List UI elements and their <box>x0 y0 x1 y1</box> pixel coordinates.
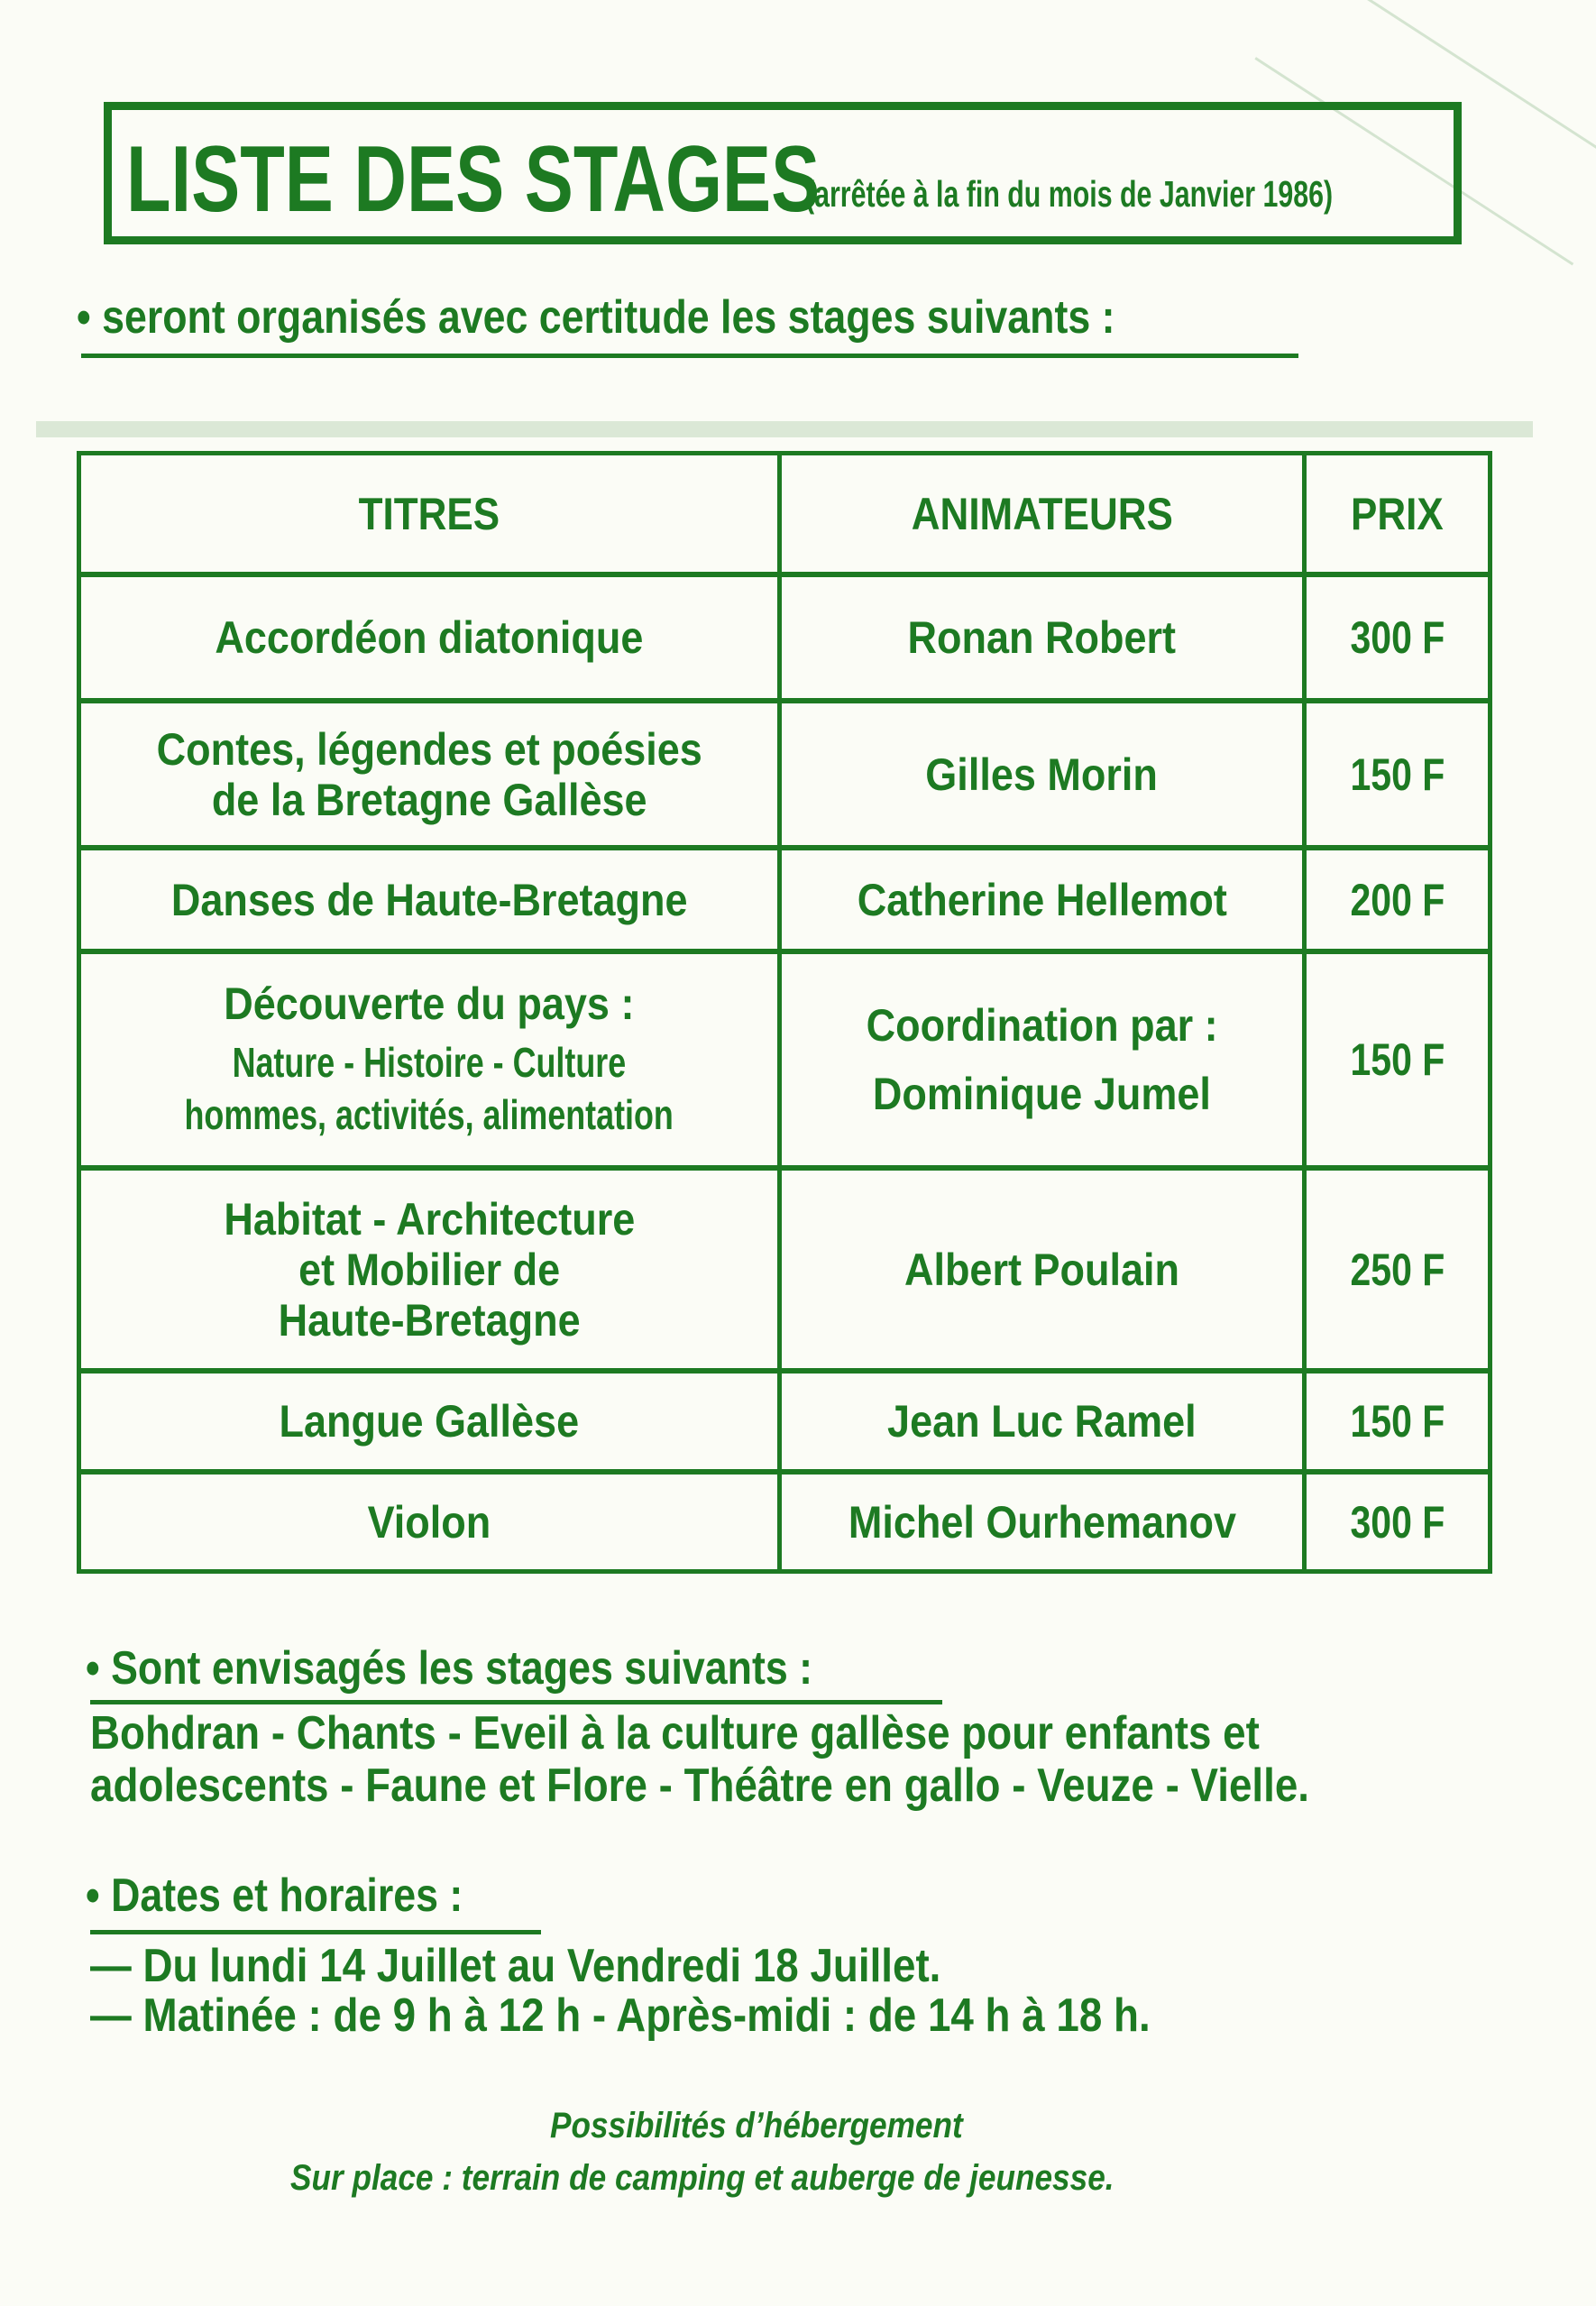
stage-title: Contes, légendes et poésies <box>156 723 702 775</box>
stage-title: Accordéon diatonique <box>215 612 644 663</box>
table-cell-title <box>81 850 777 949</box>
stage-title: et Mobilier de <box>298 1244 561 1295</box>
planned-line: Bohdran - Chants - Eveil à la culture gallèse pour enfants et <box>90 1707 1260 1759</box>
dates-line: — Matinée : de 9 h à 12 h - Après-midi : de 14 h à 18 h. <box>90 1989 1151 2042</box>
stage-price: 300 F <box>1350 1496 1445 1548</box>
table-cell-animateur <box>782 850 1302 949</box>
stage-price: 150 F <box>1350 749 1445 800</box>
lodging-title: Possibilités d’hébergement <box>550 2106 963 2145</box>
column-header-label: PRIX <box>1351 488 1444 539</box>
planned-line: adolescents - Faune et Flore - Théâtre en gallo - Veuze - Vielle. <box>90 1759 1310 1812</box>
table-cell-title <box>81 703 777 845</box>
table-cell-animateur <box>782 703 1302 845</box>
stage-animateur: Dominique Jumel <box>872 1069 1212 1119</box>
stage-price: 150 F <box>1350 1396 1445 1447</box>
column-header-label: TITRES <box>358 488 500 539</box>
page-subtitle: (arrêtée à la fin du mois de Janvier 1986) <box>805 173 1334 215</box>
stage-price: 150 F <box>1350 1034 1445 1085</box>
stage-title: Langue Gallèse <box>279 1396 580 1447</box>
table-cell-prix <box>1307 850 1488 949</box>
stage-price: 300 F <box>1350 612 1445 663</box>
table-cell-title <box>81 577 777 698</box>
column-header-prix <box>1307 455 1488 572</box>
page-title: LISTE DES STAGES <box>126 127 821 232</box>
table-cell-animateur <box>782 1373 1302 1469</box>
table-cell-prix <box>1307 703 1488 845</box>
stage-title: Nature - Histoire - Culture <box>232 1039 627 1086</box>
stage-price: 250 F <box>1350 1244 1445 1295</box>
lodging-detail: Sur place : terrain de camping et auberge de jeunesse. <box>290 2158 1114 2198</box>
stage-title: Violon <box>367 1496 491 1548</box>
stage-title: Danses de Haute-Bretagne <box>170 874 688 925</box>
stage-title: Découverte du pays : <box>224 978 635 1029</box>
table-cell-title <box>81 1171 777 1368</box>
column-header-titres <box>81 455 777 572</box>
stage-title: Haute-Bretagne <box>278 1294 581 1346</box>
stage-animateur: Catherine Hellemot <box>857 874 1227 925</box>
table-cell-prix <box>1307 577 1488 698</box>
stage-animateur: Michel Ourhemanov <box>848 1496 1236 1548</box>
heading-underline <box>81 354 1298 358</box>
table-cell-animateur <box>782 577 1302 698</box>
table-cell-animateur <box>782 954 1302 1165</box>
show-through-bar <box>36 421 1533 437</box>
stage-animateur: Coordination par : <box>866 1000 1218 1051</box>
stage-price: 200 F <box>1350 874 1445 925</box>
table-cell-prix <box>1307 1373 1488 1469</box>
stage-title: Habitat - Architecture <box>224 1193 635 1245</box>
dates-line: — Du lundi 14 Juillet au Vendredi 18 Juillet. <box>90 1940 941 1992</box>
table-cell-title <box>81 954 777 1165</box>
stage-animateur: Jean Luc Ramel <box>887 1396 1197 1447</box>
stage-title: hommes, activités, alimentation <box>184 1091 674 1138</box>
stage-title: de la Bretagne Gallèse <box>211 774 647 825</box>
stage-animateur: Gilles Morin <box>925 749 1159 800</box>
confirmed-heading: • seront organisés avec certitude les stages suivants : <box>77 291 1115 344</box>
table-cell-title <box>81 1373 777 1469</box>
stage-animateur: Albert Poulain <box>903 1244 1180 1295</box>
table-cell-title <box>81 1475 777 1569</box>
planned-heading: • Sont envisagés les stages suivants : <box>86 1642 813 1695</box>
table-cell-prix <box>1307 954 1488 1165</box>
column-header-animateurs <box>782 455 1302 572</box>
table-cell-prix <box>1307 1475 1488 1569</box>
dates-heading: • Dates et horaires : <box>86 1870 463 1922</box>
heading-underline <box>90 1930 541 1934</box>
table-cell-prix <box>1307 1171 1488 1368</box>
table-cell-animateur <box>782 1475 1302 1569</box>
column-header-label: ANIMATEURS <box>911 488 1173 539</box>
table-cell-animateur <box>782 1171 1302 1368</box>
stage-animateur: Ronan Robert <box>907 612 1177 663</box>
heading-underline <box>90 1700 942 1704</box>
